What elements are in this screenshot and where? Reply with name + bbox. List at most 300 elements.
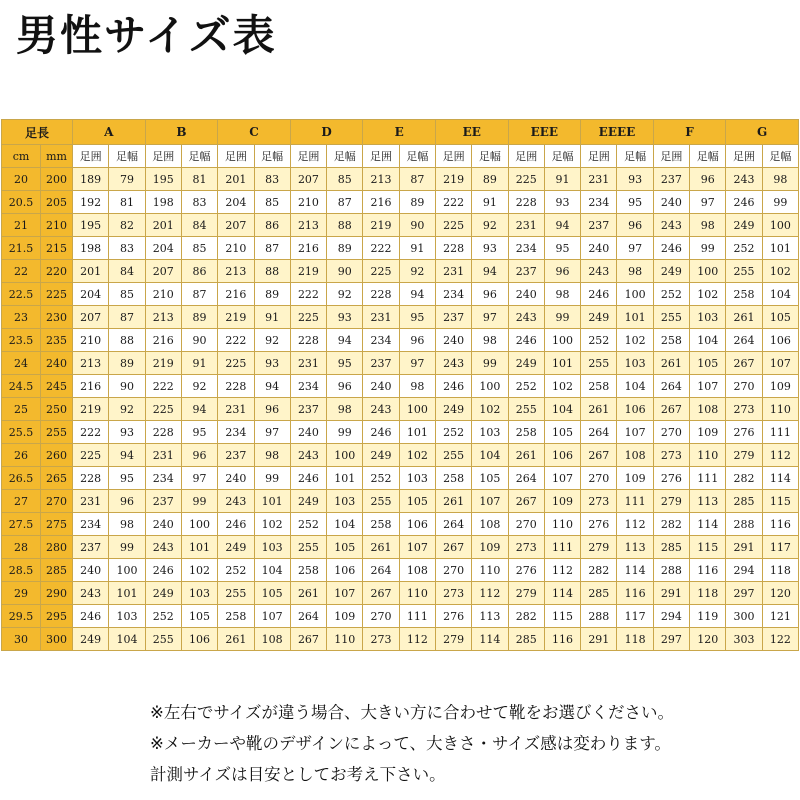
width-measure-header: 足幅 — [327, 145, 363, 168]
girth-cell: 255 — [363, 490, 399, 513]
width-cell: 108 — [617, 444, 653, 467]
girth-cell: 261 — [435, 490, 471, 513]
girth-cell: 231 — [363, 306, 399, 329]
girth-cell: 249 — [435, 398, 471, 421]
width-cell: 97 — [181, 467, 217, 490]
width-cell: 104 — [762, 283, 798, 306]
cm-cell: 27 — [2, 490, 41, 513]
girth-cell: 213 — [290, 214, 326, 237]
width-cell: 101 — [544, 352, 580, 375]
girth-cell: 234 — [363, 329, 399, 352]
girth-cell: 297 — [726, 582, 762, 605]
girth-cell: 252 — [218, 559, 254, 582]
girth-cell: 288 — [726, 513, 762, 536]
width-cell: 116 — [617, 582, 653, 605]
girth-cell: 243 — [653, 214, 689, 237]
width-cell: 102 — [472, 398, 508, 421]
width-cell: 111 — [399, 605, 435, 628]
girth-cell: 240 — [581, 237, 617, 260]
width-cell: 85 — [181, 237, 217, 260]
width-cell: 108 — [472, 513, 508, 536]
width-cell: 95 — [327, 352, 363, 375]
girth-cell: 228 — [508, 191, 544, 214]
girth-cell: 228 — [73, 467, 109, 490]
width-cell: 102 — [181, 559, 217, 582]
width-cell: 106 — [327, 559, 363, 582]
girth-cell: 201 — [145, 214, 181, 237]
girth-cell: 285 — [581, 582, 617, 605]
mm-cell: 255 — [41, 421, 73, 444]
girth-cell: 285 — [653, 536, 689, 559]
width-header: B — [145, 120, 218, 145]
mm-cell: 210 — [41, 214, 73, 237]
width-cell: 98 — [399, 375, 435, 398]
girth-cell: 249 — [581, 306, 617, 329]
mm-cell: 240 — [41, 352, 73, 375]
girth-cell: 219 — [218, 306, 254, 329]
width-cell: 104 — [472, 444, 508, 467]
girth-cell: 249 — [508, 352, 544, 375]
girth-cell: 279 — [581, 536, 617, 559]
width-cell: 98 — [617, 260, 653, 283]
width-cell: 101 — [254, 490, 290, 513]
width-cell: 83 — [181, 191, 217, 214]
width-cell: 107 — [472, 490, 508, 513]
width-measure-header: 足幅 — [690, 145, 726, 168]
width-cell: 98 — [254, 444, 290, 467]
width-cell: 103 — [327, 490, 363, 513]
width-cell: 107 — [617, 421, 653, 444]
girth-cell: 258 — [653, 329, 689, 352]
girth-cell: 246 — [581, 283, 617, 306]
girth-header: 足囲 — [73, 145, 109, 168]
width-cell: 107 — [327, 582, 363, 605]
width-cell: 91 — [472, 191, 508, 214]
width-cell: 110 — [472, 559, 508, 582]
girth-cell: 216 — [363, 191, 399, 214]
width-cell: 106 — [762, 329, 798, 352]
girth-cell: 213 — [145, 306, 181, 329]
width-cell: 89 — [472, 168, 508, 191]
width-header: C — [218, 120, 291, 145]
width-cell: 86 — [181, 260, 217, 283]
table-row — [2, 329, 799, 352]
girth-cell: 237 — [218, 444, 254, 467]
width-cell: 101 — [181, 536, 217, 559]
girth-cell: 246 — [290, 467, 326, 490]
mm-cell: 235 — [41, 329, 73, 352]
width-measure-header: 足幅 — [472, 145, 508, 168]
width-cell: 118 — [617, 628, 653, 651]
width-cell: 92 — [254, 329, 290, 352]
girth-cell: 267 — [290, 628, 326, 651]
girth-cell: 267 — [508, 490, 544, 513]
width-cell: 109 — [690, 421, 726, 444]
girth-cell: 276 — [726, 421, 762, 444]
width-cell: 106 — [617, 398, 653, 421]
width-cell: 107 — [762, 352, 798, 375]
girth-cell: 240 — [653, 191, 689, 214]
width-cell: 85 — [109, 283, 145, 306]
girth-cell: 261 — [653, 352, 689, 375]
girth-cell: 222 — [145, 375, 181, 398]
girth-cell: 270 — [435, 559, 471, 582]
width-cell: 96 — [617, 214, 653, 237]
girth-cell: 222 — [218, 329, 254, 352]
cm-cell: 26 — [2, 444, 41, 467]
width-cell: 98 — [544, 283, 580, 306]
width-cell: 103 — [399, 467, 435, 490]
girth-cell: 237 — [73, 536, 109, 559]
girth-cell: 261 — [218, 628, 254, 651]
width-cell: 105 — [544, 421, 580, 444]
unit-mm-header: mm — [41, 145, 73, 168]
cm-cell: 21 — [2, 214, 41, 237]
width-cell: 109 — [472, 536, 508, 559]
cm-cell: 25.5 — [2, 421, 41, 444]
girth-cell: 189 — [73, 168, 109, 191]
width-cell: 93 — [109, 421, 145, 444]
girth-cell: 249 — [145, 582, 181, 605]
width-cell: 108 — [399, 559, 435, 582]
width-cell: 103 — [617, 352, 653, 375]
width-cell: 96 — [472, 283, 508, 306]
width-cell: 97 — [690, 191, 726, 214]
girth-cell: 204 — [218, 191, 254, 214]
width-cell: 99 — [254, 467, 290, 490]
note-line: ※左右でサイズが違う場合、大きい方に合わせて靴をお選びください。 — [150, 703, 675, 722]
girth-cell: 237 — [435, 306, 471, 329]
width-cell: 92 — [181, 375, 217, 398]
girth-cell: 243 — [435, 352, 471, 375]
girth-cell: 258 — [726, 283, 762, 306]
width-cell: 87 — [327, 191, 363, 214]
width-cell: 91 — [544, 168, 580, 191]
width-cell: 89 — [399, 191, 435, 214]
width-cell: 81 — [109, 191, 145, 214]
girth-cell: 255 — [145, 628, 181, 651]
girth-cell: 225 — [363, 260, 399, 283]
width-cell: 100 — [762, 214, 798, 237]
girth-cell: 207 — [218, 214, 254, 237]
width-cell: 92 — [109, 398, 145, 421]
width-cell: 88 — [109, 329, 145, 352]
mm-cell: 290 — [41, 582, 73, 605]
width-cell: 90 — [327, 260, 363, 283]
width-cell: 89 — [254, 283, 290, 306]
width-cell: 93 — [617, 168, 653, 191]
width-cell: 84 — [181, 214, 217, 237]
width-cell: 93 — [472, 237, 508, 260]
girth-cell: 267 — [435, 536, 471, 559]
width-cell: 99 — [544, 306, 580, 329]
width-cell: 114 — [617, 559, 653, 582]
girth-cell: 234 — [218, 421, 254, 444]
girth-cell: 255 — [290, 536, 326, 559]
girth-header: 足囲 — [726, 145, 762, 168]
girth-cell: 243 — [73, 582, 109, 605]
girth-cell: 258 — [435, 467, 471, 490]
width-cell: 104 — [254, 559, 290, 582]
cm-cell: 21.5 — [2, 237, 41, 260]
width-cell: 95 — [181, 421, 217, 444]
girth-cell: 216 — [290, 237, 326, 260]
mm-cell: 260 — [41, 444, 73, 467]
width-cell: 92 — [472, 214, 508, 237]
girth-cell: 231 — [290, 352, 326, 375]
width-measure-header: 足幅 — [181, 145, 217, 168]
girth-cell: 243 — [145, 536, 181, 559]
width-cell: 83 — [254, 168, 290, 191]
width-cell: 88 — [254, 260, 290, 283]
girth-cell: 231 — [581, 168, 617, 191]
table-row — [2, 237, 799, 260]
girth-cell: 246 — [363, 421, 399, 444]
girth-cell: 231 — [508, 214, 544, 237]
girth-cell: 255 — [726, 260, 762, 283]
width-cell: 111 — [544, 536, 580, 559]
width-cell: 104 — [109, 628, 145, 651]
width-cell: 99 — [472, 352, 508, 375]
girth-cell: 195 — [145, 168, 181, 191]
girth-cell: 264 — [290, 605, 326, 628]
girth-cell: 210 — [218, 237, 254, 260]
girth-cell: 192 — [73, 191, 109, 214]
width-cell: 115 — [544, 605, 580, 628]
girth-cell: 240 — [145, 513, 181, 536]
girth-cell: 195 — [73, 214, 109, 237]
width-cell: 88 — [327, 214, 363, 237]
width-header: EE — [435, 120, 508, 145]
width-cell: 103 — [109, 605, 145, 628]
width-header: F — [653, 120, 726, 145]
width-cell: 100 — [399, 398, 435, 421]
table-row — [2, 513, 799, 536]
width-cell: 121 — [762, 605, 798, 628]
girth-cell: 300 — [726, 605, 762, 628]
cm-cell: 24.5 — [2, 375, 41, 398]
girth-cell: 207 — [145, 260, 181, 283]
girth-cell: 234 — [508, 237, 544, 260]
girth-cell: 297 — [653, 628, 689, 651]
width-cell: 94 — [399, 283, 435, 306]
width-cell: 114 — [690, 513, 726, 536]
width-cell: 105 — [327, 536, 363, 559]
width-cell: 108 — [690, 398, 726, 421]
girth-cell: 252 — [435, 421, 471, 444]
girth-cell: 252 — [363, 467, 399, 490]
girth-cell: 261 — [508, 444, 544, 467]
width-cell: 106 — [544, 444, 580, 467]
girth-header: 足囲 — [218, 145, 254, 168]
width-cell: 85 — [327, 168, 363, 191]
table-row — [2, 582, 799, 605]
width-cell: 106 — [181, 628, 217, 651]
width-cell: 120 — [690, 628, 726, 651]
girth-cell: 252 — [581, 329, 617, 352]
girth-cell: 267 — [363, 582, 399, 605]
width-cell: 111 — [690, 467, 726, 490]
width-cell: 94 — [544, 214, 580, 237]
width-cell: 91 — [181, 352, 217, 375]
width-cell: 105 — [254, 582, 290, 605]
note-line: 計測サイズは目安としてお考え下さい。 — [150, 765, 446, 784]
girth-cell: 282 — [726, 467, 762, 490]
width-cell: 94 — [109, 444, 145, 467]
width-cell: 118 — [762, 559, 798, 582]
width-cell: 96 — [109, 490, 145, 513]
width-cell: 90 — [399, 214, 435, 237]
width-cell: 89 — [109, 352, 145, 375]
page-title: 男性サイズ表 — [16, 11, 277, 60]
width-cell: 99 — [109, 536, 145, 559]
girth-cell: 243 — [290, 444, 326, 467]
girth-header: 足囲 — [363, 145, 399, 168]
cm-cell: 25 — [2, 398, 41, 421]
width-cell: 119 — [690, 605, 726, 628]
width-cell: 110 — [544, 513, 580, 536]
girth-cell: 261 — [290, 582, 326, 605]
girth-cell: 252 — [508, 375, 544, 398]
girth-cell: 255 — [653, 306, 689, 329]
girth-cell: 207 — [73, 306, 109, 329]
girth-cell: 234 — [73, 513, 109, 536]
girth-cell: 213 — [218, 260, 254, 283]
cm-cell: 24 — [2, 352, 41, 375]
girth-cell: 291 — [581, 628, 617, 651]
girth-cell: 228 — [145, 421, 181, 444]
table-row — [2, 398, 799, 421]
girth-cell: 282 — [653, 513, 689, 536]
girth-cell: 303 — [726, 628, 762, 651]
width-header: E — [363, 120, 436, 145]
girth-cell: 198 — [73, 237, 109, 260]
mm-cell: 275 — [41, 513, 73, 536]
cm-cell: 23.5 — [2, 329, 41, 352]
width-header: D — [290, 120, 363, 145]
girth-cell: 237 — [290, 398, 326, 421]
cm-cell: 22.5 — [2, 283, 41, 306]
girth-cell: 225 — [218, 352, 254, 375]
width-cell: 94 — [254, 375, 290, 398]
width-cell: 79 — [109, 168, 145, 191]
girth-cell: 273 — [508, 536, 544, 559]
width-cell: 116 — [690, 559, 726, 582]
girth-cell: 237 — [581, 214, 617, 237]
mm-cell: 230 — [41, 306, 73, 329]
width-cell: 87 — [109, 306, 145, 329]
width-cell: 98 — [109, 513, 145, 536]
width-cell: 100 — [690, 260, 726, 283]
girth-cell: 219 — [73, 398, 109, 421]
girth-header: 足囲 — [290, 145, 326, 168]
table-row — [2, 444, 799, 467]
girth-cell: 249 — [653, 260, 689, 283]
width-cell: 95 — [399, 306, 435, 329]
width-cell: 87 — [181, 283, 217, 306]
cm-cell: 22 — [2, 260, 41, 283]
width-header: EEE — [508, 120, 581, 145]
girth-cell: 225 — [73, 444, 109, 467]
girth-cell: 243 — [581, 260, 617, 283]
width-cell: 111 — [762, 421, 798, 444]
girth-cell: 237 — [145, 490, 181, 513]
width-cell: 118 — [690, 582, 726, 605]
width-cell: 103 — [472, 421, 508, 444]
width-measure-header: 足幅 — [109, 145, 145, 168]
width-cell: 96 — [399, 329, 435, 352]
girth-cell: 234 — [290, 375, 326, 398]
girth-cell: 219 — [290, 260, 326, 283]
table-row — [2, 168, 799, 191]
cm-cell: 29.5 — [2, 605, 41, 628]
width-cell: 114 — [762, 467, 798, 490]
width-cell: 107 — [399, 536, 435, 559]
width-cell: 102 — [617, 329, 653, 352]
girth-cell: 264 — [435, 513, 471, 536]
girth-cell: 243 — [218, 490, 254, 513]
width-cell: 93 — [327, 306, 363, 329]
girth-cell: 285 — [508, 628, 544, 651]
girth-cell: 237 — [508, 260, 544, 283]
girth-cell: 249 — [218, 536, 254, 559]
girth-cell: 267 — [726, 352, 762, 375]
girth-cell: 270 — [726, 375, 762, 398]
girth-cell: 252 — [290, 513, 326, 536]
girth-cell: 291 — [653, 582, 689, 605]
width-cell: 99 — [327, 421, 363, 444]
table-row — [2, 306, 799, 329]
girth-cell: 252 — [145, 605, 181, 628]
cm-cell: 28.5 — [2, 559, 41, 582]
width-cell: 111 — [617, 490, 653, 513]
foot-length-header: 足長 — [2, 120, 73, 145]
girth-cell: 222 — [73, 421, 109, 444]
width-cell: 105 — [181, 605, 217, 628]
girth-cell: 246 — [726, 191, 762, 214]
header-row-measures — [2, 145, 799, 168]
girth-cell: 213 — [73, 352, 109, 375]
girth-cell: 264 — [726, 329, 762, 352]
notes — [150, 697, 674, 790]
width-cell: 113 — [690, 490, 726, 513]
width-cell: 103 — [181, 582, 217, 605]
girth-header: 足囲 — [145, 145, 181, 168]
width-cell: 107 — [254, 605, 290, 628]
girth-cell: 264 — [508, 467, 544, 490]
mm-cell: 245 — [41, 375, 73, 398]
width-cell: 90 — [109, 375, 145, 398]
width-cell: 110 — [327, 628, 363, 651]
girth-cell: 225 — [435, 214, 471, 237]
width-cell: 105 — [762, 306, 798, 329]
girth-cell: 264 — [581, 421, 617, 444]
width-cell: 98 — [762, 168, 798, 191]
table-row — [2, 191, 799, 214]
mm-cell: 220 — [41, 260, 73, 283]
table-row — [2, 260, 799, 283]
girth-cell: 225 — [508, 168, 544, 191]
girth-header: 足囲 — [508, 145, 544, 168]
girth-cell: 258 — [290, 559, 326, 582]
width-cell: 107 — [690, 375, 726, 398]
girth-cell: 243 — [508, 306, 544, 329]
width-cell: 109 — [544, 490, 580, 513]
width-cell: 94 — [472, 260, 508, 283]
girth-cell: 240 — [218, 467, 254, 490]
girth-cell: 294 — [653, 605, 689, 628]
girth-cell: 213 — [363, 168, 399, 191]
